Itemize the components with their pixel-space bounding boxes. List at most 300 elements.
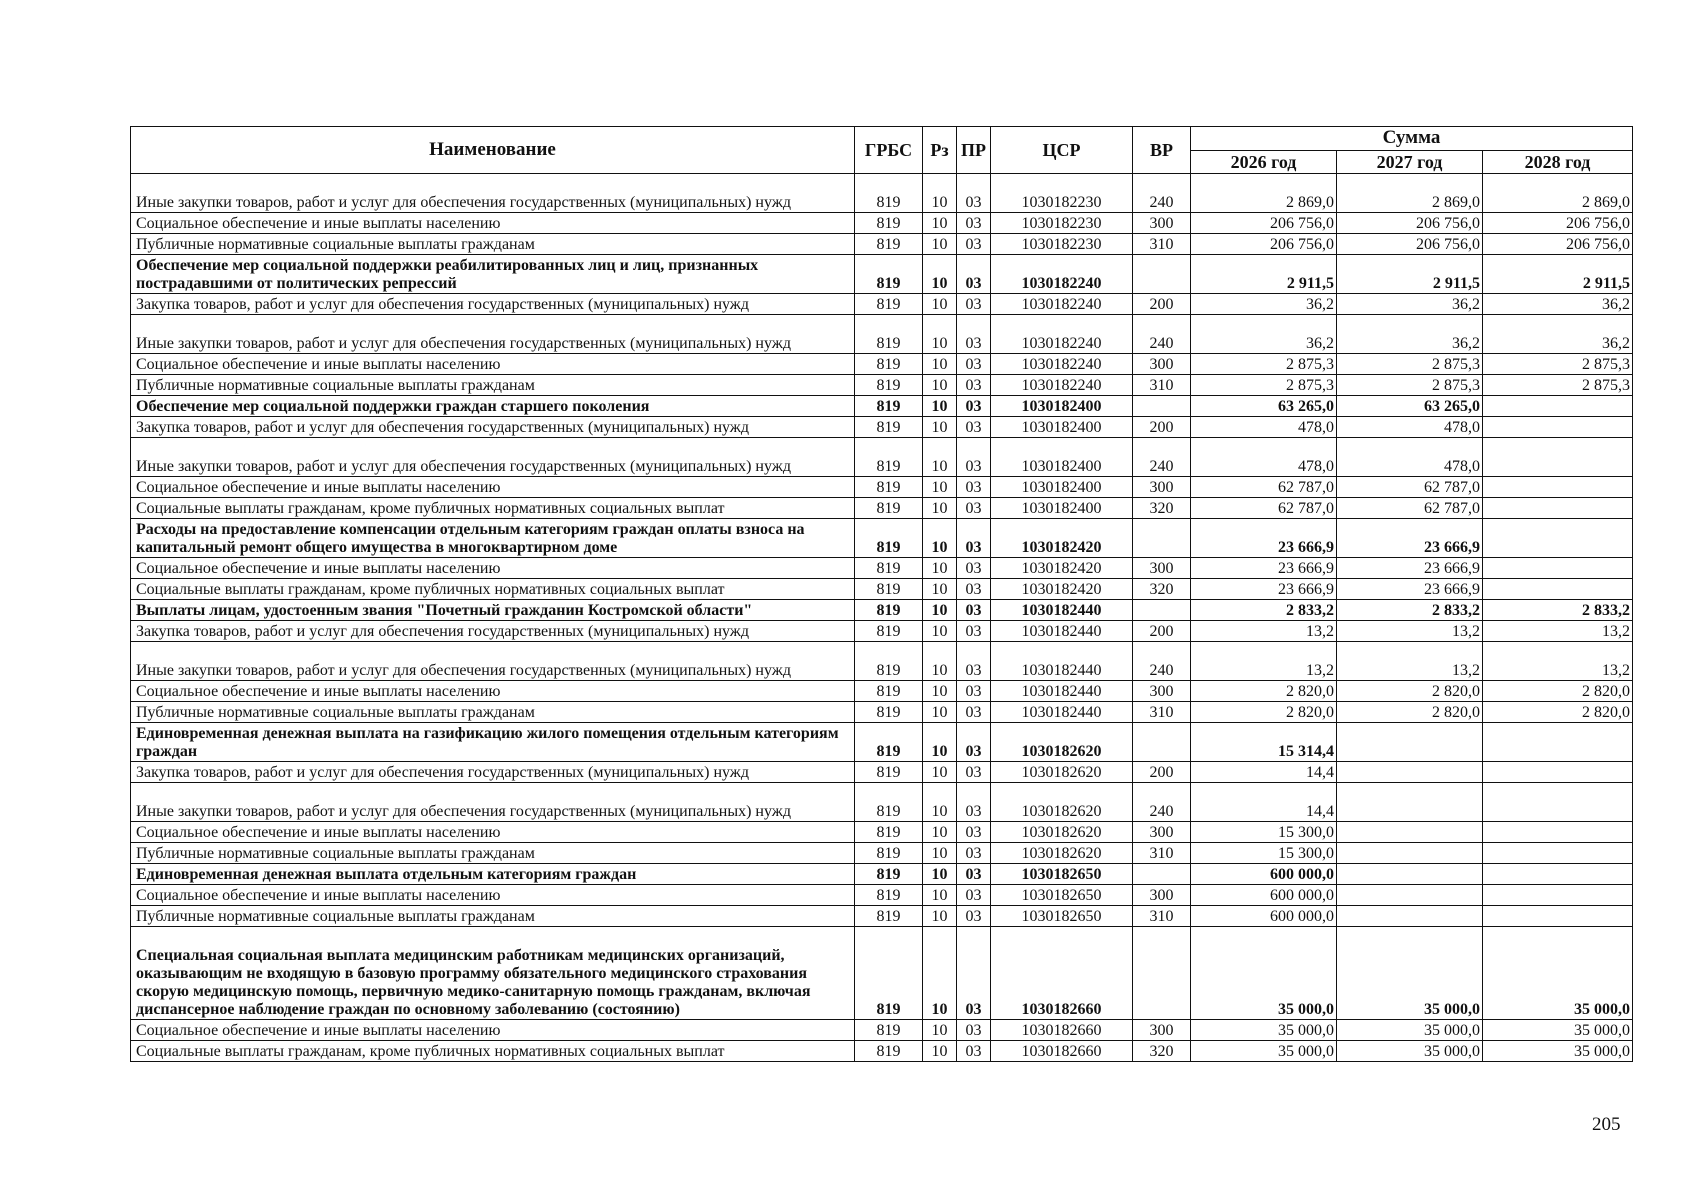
cell-2027 [1337,906,1483,927]
table-row [131,927,1633,1020]
table-row [131,1041,1633,1062]
cell-2026: 2 875,3 [1191,354,1337,375]
cell-2028: 13,2 [1483,642,1633,681]
cell-vr: 240 [1133,315,1191,354]
cell-vr: 240 [1133,783,1191,822]
table-row [131,642,1633,681]
cell-2028: 2 820,0 [1483,681,1633,702]
cell-csr: 1030182620 [991,822,1133,843]
table-row [131,234,1633,255]
cell-2027: 13,2 [1337,621,1483,642]
cell-pr: 03 [957,558,991,579]
cell-rz: 10 [923,438,957,477]
cell-2026: 63 265,0 [1191,396,1337,417]
cell-name: Социальное обеспечение и иные выплаты населению [131,1020,855,1041]
cell-2027: 2 875,3 [1337,375,1483,396]
cell-vr: 320 [1133,498,1191,519]
header-year-2026: 2026 год [1191,150,1337,174]
cell-2026: 13,2 [1191,621,1337,642]
cell-pr: 03 [957,396,991,417]
cell-2027: 206 756,0 [1337,213,1483,234]
cell-grbs: 819 [855,621,923,642]
cell-vr: 310 [1133,375,1191,396]
cell-rz: 10 [923,864,957,885]
cell-csr: 1030182650 [991,906,1133,927]
cell-2026: 23 666,9 [1191,579,1337,600]
cell-grbs: 819 [855,375,923,396]
cell-2027: 2 875,3 [1337,354,1483,375]
cell-2028 [1483,906,1633,927]
cell-2028 [1483,885,1633,906]
cell-grbs: 819 [855,927,923,1020]
cell-2027: 23 666,9 [1337,519,1483,558]
table-row [131,213,1633,234]
table-row [131,438,1633,477]
cell-2027 [1337,864,1483,885]
table-row [131,558,1633,579]
cell-name: Единовременная денежная выплата отдельным категориям граждан [131,864,855,885]
page-number: 205 [1592,1114,1621,1135]
cell-rz: 10 [923,396,957,417]
table-row [131,702,1633,723]
cell-rz: 10 [923,558,957,579]
cell-csr: 1030182240 [991,294,1133,315]
cell-vr: 320 [1133,579,1191,600]
cell-2027: 36,2 [1337,294,1483,315]
cell-2027: 2 911,5 [1337,255,1483,294]
cell-csr: 1030182240 [991,375,1133,396]
cell-csr: 1030182230 [991,174,1133,213]
cell-pr: 03 [957,294,991,315]
cell-vr: 300 [1133,822,1191,843]
cell-2027 [1337,783,1483,822]
cell-grbs: 819 [855,885,923,906]
cell-2026: 35 000,0 [1191,1020,1337,1041]
header-sum: Сумма [1191,127,1633,151]
cell-rz: 10 [923,822,957,843]
cell-csr: 1030182440 [991,642,1133,681]
cell-pr: 03 [957,1020,991,1041]
cell-rz: 10 [923,354,957,375]
cell-2027: 35 000,0 [1337,1020,1483,1041]
cell-2026: 14,4 [1191,762,1337,783]
cell-rz: 10 [923,417,957,438]
cell-vr: 240 [1133,642,1191,681]
cell-2026: 23 666,9 [1191,519,1337,558]
cell-vr [1133,396,1191,417]
cell-2026: 2 875,3 [1191,375,1337,396]
cell-vr: 240 [1133,438,1191,477]
table-row [131,354,1633,375]
cell-vr [1133,864,1191,885]
header-pr: ПР [957,127,991,174]
cell-rz: 10 [923,1041,957,1062]
table-row [131,375,1633,396]
header-csr: ЦСР [991,127,1133,174]
cell-2026: 2 820,0 [1191,681,1337,702]
cell-pr: 03 [957,600,991,621]
cell-2027: 2 833,2 [1337,600,1483,621]
table-row [131,579,1633,600]
table-row [131,885,1633,906]
cell-2028: 206 756,0 [1483,234,1633,255]
cell-vr: 310 [1133,234,1191,255]
cell-grbs: 819 [855,702,923,723]
cell-name: Иные закупки товаров, работ и услуг для обеспечения государственных (муниципальных) нужд [131,783,855,822]
cell-grbs: 819 [855,315,923,354]
cell-name: Закупка товаров, работ и услуг для обеспечения государственных (муниципальных) нужд [131,621,855,642]
cell-2027: 62 787,0 [1337,477,1483,498]
cell-csr: 1030182240 [991,354,1133,375]
cell-name: Иные закупки товаров, работ и услуг для обеспечения государственных (муниципальных) нужд [131,174,855,213]
cell-rz: 10 [923,519,957,558]
cell-csr: 1030182620 [991,783,1133,822]
table-row [131,621,1633,642]
cell-pr: 03 [957,621,991,642]
cell-rz: 10 [923,174,957,213]
cell-2028 [1483,783,1633,822]
cell-csr: 1030182440 [991,600,1133,621]
cell-vr: 320 [1133,1041,1191,1062]
cell-vr: 300 [1133,213,1191,234]
cell-2026: 2 869,0 [1191,174,1337,213]
cell-rz: 10 [923,843,957,864]
cell-pr: 03 [957,417,991,438]
cell-rz: 10 [923,927,957,1020]
cell-grbs: 819 [855,1020,923,1041]
cell-name: Обеспечение мер социальной поддержки граждан старшего поколения [131,396,855,417]
cell-csr: 1030182240 [991,255,1133,294]
cell-vr: 300 [1133,885,1191,906]
cell-2026: 206 756,0 [1191,213,1337,234]
cell-rz: 10 [923,885,957,906]
cell-csr: 1030182660 [991,927,1133,1020]
cell-vr: 200 [1133,417,1191,438]
cell-2028 [1483,438,1633,477]
cell-2027: 478,0 [1337,438,1483,477]
cell-rz: 10 [923,579,957,600]
cell-pr: 03 [957,213,991,234]
cell-csr: 1030182400 [991,498,1133,519]
table-body [131,174,1633,1062]
cell-2026: 206 756,0 [1191,234,1337,255]
cell-name: Расходы на предоставление компенсации отдельным категориям граждан оплаты взноса на капитальный ремонт общего имущества в многоквартирном доме [131,519,855,558]
cell-grbs: 819 [855,438,923,477]
cell-2027: 13,2 [1337,642,1483,681]
cell-name: Обеспечение мер социальной поддержки реабилитированных лиц и лиц, признанных пострадавшими от политических репрессий [131,255,855,294]
cell-rz: 10 [923,315,957,354]
cell-2026: 36,2 [1191,294,1337,315]
cell-2026: 14,4 [1191,783,1337,822]
cell-grbs: 819 [855,519,923,558]
cell-csr: 1030182420 [991,579,1133,600]
cell-csr: 1030182440 [991,681,1133,702]
cell-2028 [1483,477,1633,498]
table-row [131,843,1633,864]
cell-csr: 1030182660 [991,1041,1133,1062]
cell-vr [1133,519,1191,558]
cell-2026: 15 314,4 [1191,723,1337,762]
cell-vr: 200 [1133,294,1191,315]
cell-rz: 10 [923,600,957,621]
cell-2026: 478,0 [1191,417,1337,438]
header-name: Наименование [131,127,855,174]
cell-vr [1133,255,1191,294]
cell-2028 [1483,762,1633,783]
cell-2028 [1483,843,1633,864]
cell-csr: 1030182440 [991,621,1133,642]
cell-grbs: 819 [855,822,923,843]
cell-csr: 1030182400 [991,438,1133,477]
table-row [131,315,1633,354]
cell-grbs: 819 [855,783,923,822]
cell-pr: 03 [957,519,991,558]
cell-pr: 03 [957,315,991,354]
cell-2028 [1483,417,1633,438]
cell-2027 [1337,723,1483,762]
cell-2027: 206 756,0 [1337,234,1483,255]
cell-vr: 300 [1133,354,1191,375]
cell-name: Иные закупки товаров, работ и услуг для обеспечения государственных (муниципальных) нужд [131,315,855,354]
cell-grbs: 819 [855,477,923,498]
cell-2027: 478,0 [1337,417,1483,438]
cell-name: Социальное обеспечение и иные выплаты населению [131,354,855,375]
cell-pr: 03 [957,783,991,822]
cell-2028 [1483,723,1633,762]
cell-name: Социальное обеспечение и иные выплаты населению [131,681,855,702]
cell-name: Закупка товаров, работ и услуг для обеспечения государственных (муниципальных) нужд [131,417,855,438]
cell-pr: 03 [957,477,991,498]
cell-grbs: 819 [855,681,923,702]
cell-2027: 2 820,0 [1337,702,1483,723]
cell-2028: 2 875,3 [1483,354,1633,375]
cell-rz: 10 [923,234,957,255]
cell-grbs: 819 [855,498,923,519]
table-row [131,1020,1633,1041]
cell-name: Социальные выплаты гражданам, кроме публичных нормативных социальных выплат [131,498,855,519]
cell-grbs: 819 [855,864,923,885]
cell-pr: 03 [957,681,991,702]
cell-vr: 240 [1133,174,1191,213]
cell-grbs: 819 [855,174,923,213]
cell-vr: 300 [1133,681,1191,702]
cell-2028 [1483,822,1633,843]
cell-grbs: 819 [855,1041,923,1062]
cell-rz: 10 [923,783,957,822]
cell-2026: 15 300,0 [1191,843,1337,864]
cell-2026: 600 000,0 [1191,906,1337,927]
cell-grbs: 819 [855,255,923,294]
cell-2028 [1483,864,1633,885]
cell-pr: 03 [957,927,991,1020]
cell-csr: 1030182400 [991,477,1133,498]
cell-2027: 35 000,0 [1337,1041,1483,1062]
table-row [131,600,1633,621]
cell-csr: 1030182660 [991,1020,1133,1041]
cell-2028: 36,2 [1483,315,1633,354]
cell-grbs: 819 [855,558,923,579]
cell-grbs: 819 [855,600,923,621]
cell-vr: 310 [1133,843,1191,864]
cell-name: Публичные нормативные социальные выплаты гражданам [131,843,855,864]
cell-pr: 03 [957,642,991,681]
cell-csr: 1030182420 [991,558,1133,579]
cell-rz: 10 [923,294,957,315]
cell-2028 [1483,558,1633,579]
cell-csr: 1030182420 [991,519,1133,558]
cell-2027 [1337,822,1483,843]
cell-rz: 10 [923,498,957,519]
cell-grbs: 819 [855,843,923,864]
cell-csr: 1030182230 [991,234,1133,255]
cell-2026: 62 787,0 [1191,477,1337,498]
cell-2027 [1337,843,1483,864]
cell-name: Закупка товаров, работ и услуг для обеспечения государственных (муниципальных) нужд [131,294,855,315]
table-row [131,498,1633,519]
cell-rz: 10 [923,702,957,723]
cell-2028 [1483,498,1633,519]
cell-2026: 2 833,2 [1191,600,1337,621]
cell-2026: 62 787,0 [1191,498,1337,519]
cell-grbs: 819 [855,723,923,762]
cell-grbs: 819 [855,642,923,681]
table-row [131,519,1633,558]
cell-vr: 300 [1133,1020,1191,1041]
cell-vr: 200 [1133,621,1191,642]
cell-2028: 2 875,3 [1483,375,1633,396]
cell-rz: 10 [923,255,957,294]
cell-2026: 35 000,0 [1191,927,1337,1020]
table-row [131,906,1633,927]
cell-vr: 300 [1133,558,1191,579]
cell-pr: 03 [957,354,991,375]
cell-2027: 23 666,9 [1337,579,1483,600]
cell-2026: 36,2 [1191,315,1337,354]
table-row [131,681,1633,702]
cell-2026: 600 000,0 [1191,885,1337,906]
cell-2026: 35 000,0 [1191,1041,1337,1062]
cell-pr: 03 [957,579,991,600]
cell-vr: 310 [1133,702,1191,723]
cell-name: Социальные выплаты гражданам, кроме публичных нормативных социальных выплат [131,579,855,600]
cell-name: Публичные нормативные социальные выплаты гражданам [131,906,855,927]
cell-csr: 1030182650 [991,885,1133,906]
cell-name: Специальная социальная выплата медицинским работникам медицинских организаций, оказывающим не входящую в базовую программу обязательного медицинского страхования скорую медицинскую помощь, первичную медико-санитарную помощь гражданам, включая диспансерное наблюдение граждан по основному заболеванию (состоянию) [131,927,855,1020]
cell-2028 [1483,579,1633,600]
cell-rz: 10 [923,762,957,783]
cell-grbs: 819 [855,396,923,417]
cell-name: Публичные нормативные социальные выплаты гражданам [131,375,855,396]
cell-name: Иные закупки товаров, работ и услуг для обеспечения государственных (муниципальных) нужд [131,642,855,681]
cell-2026: 2 911,5 [1191,255,1337,294]
cell-2028: 35 000,0 [1483,1041,1633,1062]
cell-rz: 10 [923,621,957,642]
cell-grbs: 819 [855,762,923,783]
table-row [131,294,1633,315]
table-row [131,255,1633,294]
cell-2026: 478,0 [1191,438,1337,477]
cell-rz: 10 [923,375,957,396]
cell-csr: 1030182650 [991,864,1133,885]
table-row [131,723,1633,762]
cell-name: Социальное обеспечение и иные выплаты населению [131,558,855,579]
cell-2028 [1483,519,1633,558]
cell-2027 [1337,762,1483,783]
cell-vr [1133,723,1191,762]
header-rz: Рз [923,127,957,174]
cell-grbs: 819 [855,213,923,234]
cell-2027: 62 787,0 [1337,498,1483,519]
cell-pr: 03 [957,822,991,843]
cell-rz: 10 [923,723,957,762]
cell-pr: 03 [957,762,991,783]
cell-vr [1133,600,1191,621]
cell-pr: 03 [957,438,991,477]
header-year-2028: 2028 год [1483,150,1633,174]
cell-rz: 10 [923,1020,957,1041]
cell-pr: 03 [957,234,991,255]
cell-rz: 10 [923,213,957,234]
cell-csr: 1030182440 [991,702,1133,723]
cell-2026: 13,2 [1191,642,1337,681]
cell-2028 [1483,396,1633,417]
cell-pr: 03 [957,375,991,396]
cell-csr: 1030182400 [991,417,1133,438]
cell-2028: 35 000,0 [1483,927,1633,1020]
cell-vr: 200 [1133,762,1191,783]
cell-2028: 2 911,5 [1483,255,1633,294]
cell-csr: 1030182240 [991,315,1133,354]
cell-csr: 1030182620 [991,843,1133,864]
cell-2027: 35 000,0 [1337,927,1483,1020]
cell-pr: 03 [957,498,991,519]
table-row [131,762,1633,783]
cell-grbs: 819 [855,417,923,438]
cell-2026: 600 000,0 [1191,864,1337,885]
cell-grbs: 819 [855,579,923,600]
table-row [131,477,1633,498]
cell-2028: 206 756,0 [1483,213,1633,234]
cell-2028: 35 000,0 [1483,1020,1633,1041]
cell-csr: 1030182230 [991,213,1133,234]
cell-2027: 36,2 [1337,315,1483,354]
cell-vr: 310 [1133,906,1191,927]
cell-pr: 03 [957,723,991,762]
header-vr: ВР [1133,127,1191,174]
cell-2026: 23 666,9 [1191,558,1337,579]
cell-name: Социальные выплаты гражданам, кроме публичных нормативных социальных выплат [131,1041,855,1062]
cell-rz: 10 [923,906,957,927]
cell-name: Публичные нормативные социальные выплаты гражданам [131,702,855,723]
cell-vr [1133,927,1191,1020]
header-grbs: ГРБС [855,127,923,174]
cell-name: Выплаты лицам, удостоенным звания "Почетный гражданин Костромской области" [131,600,855,621]
cell-grbs: 819 [855,906,923,927]
cell-2028: 2 833,2 [1483,600,1633,621]
cell-rz: 10 [923,681,957,702]
cell-pr: 03 [957,1041,991,1062]
cell-2028: 36,2 [1483,294,1633,315]
cell-2027 [1337,885,1483,906]
cell-2028: 2 869,0 [1483,174,1633,213]
cell-pr: 03 [957,885,991,906]
cell-2026: 2 820,0 [1191,702,1337,723]
cell-grbs: 819 [855,294,923,315]
cell-pr: 03 [957,843,991,864]
cell-pr: 03 [957,906,991,927]
cell-grbs: 819 [855,354,923,375]
cell-csr: 1030182620 [991,762,1133,783]
